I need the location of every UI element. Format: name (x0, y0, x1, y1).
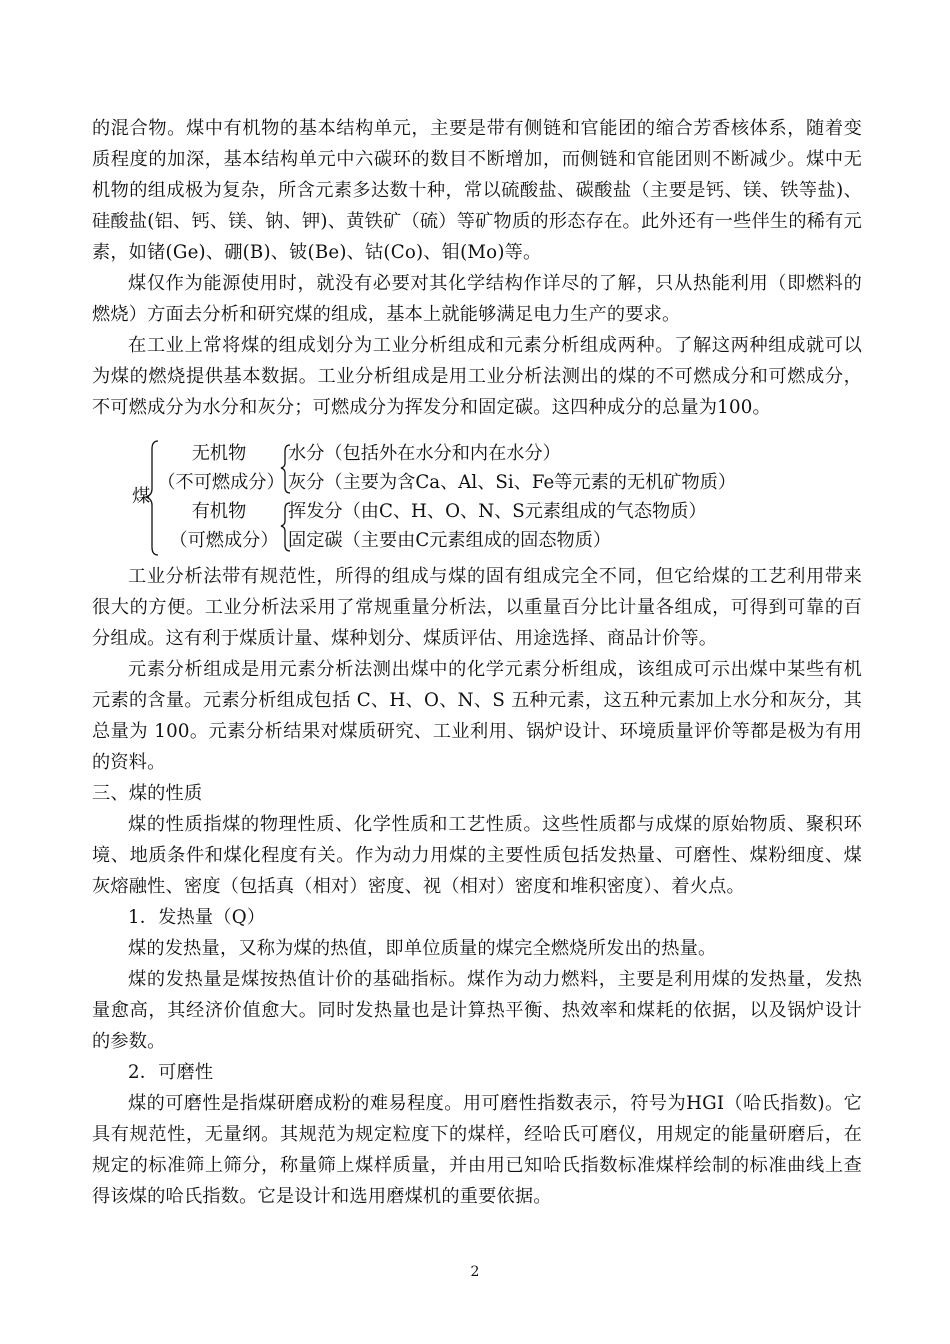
page-number: 2 (470, 1264, 480, 1280)
paragraph-coal-properties: 煤的性质指煤的物理性质、化学性质和工艺性质。这些性质都与成煤的原始物质、聚积环境、地质条件和煤化程度有关。作为动力用煤的主要性质包括发热量、可磨性、煤粉细度、煤灰熔融性、密度（包括真（相对）密度、视（相对）密度和堆积密度）、着火点。 (92, 814, 862, 897)
paragraph-analysis-types: 在工业上常将煤的组成划分为工业分析组成和元素分析组成两种。了解这两种组成就可以为煤的燃烧提供基本数据。工业分析组成是用工业分析法测出的煤的不可燃成分和可燃成分，不可燃成分为水分和灰分；可燃成分为挥发分和固定碳。这四种成分的总量为100。 (92, 335, 862, 418)
diagram-inorganic-sub-label: （不可燃成分） (157, 472, 285, 493)
coal-composition-diagram (92, 437, 862, 557)
paragraph-industrial-analysis: 工业分析法带有规范性，所得的组成与煤的固有组成完全不同，但它给煤的工艺利用带来很大的方便。工业分析法采用了常规重量分析法，以重量百分比计量各组成，可得到可靠的百分组成。这有利于煤质计量、煤种划分、煤质评估、用途选择、商品计价等。 (92, 566, 862, 649)
text-block-upper (92, 113, 862, 423)
paragraph-coal-composition: 的混合物。煤中有机物的基本结构单元，主要是带有侧链和官能团的缩合芳香核体系，随着变质程度的加深，基本结构单元中六碳环的数目不断增加，而侧链和官能团则不断减少。煤中无机物的组成极为复杂，所含元素多达数十种，常以硫酸盐、碳酸盐（主要是钙、镁、铁等盐)、硅酸盐(铝、钙、镁、钠、钾)、黄铁矿（硫）等矿物质的形态存在。此外还有一些伴生的稀有元素，如锗(Ge)、硼(B)、铍(Be)、钴(Co)、钼(Mo)等。 (92, 118, 862, 263)
diagram-item-ash: 灰分（主要为含Ca、Al、Si、Fe等元素的无机矿物质） (288, 472, 737, 493)
diagram-organic-sub-label: （可燃成分） (169, 530, 279, 551)
diagram-item-moisture: 水分（包括外在水分和内在水分） (288, 443, 561, 464)
diagram-organic-label: 有机物 (191, 501, 247, 522)
paragraph-energy-use: 煤仅作为能源使用时，就没有必要对其化学结构作详尽的了解，只从热能利用（即燃料的燃烧）方面去分析和研究煤的组成，基本上就能够满足电力生产的要求。 (92, 273, 862, 325)
paragraph-calorific-definition: 煤的发热量，又称为煤的热值，即单位质量的煤完全燃烧所发出的热量。 (128, 938, 717, 959)
diagram-inorganic-label: 无机物 (191, 443, 247, 464)
paragraph-calorific-importance: 煤的发热量是煤按热值计价的基础指标。煤作为动力燃料，主要是利用煤的发热量，发热量愈高，其经济价值愈大。同时发热量也是计算热平衡、热效率和煤耗的依据，以及锅炉设计的参数。 (92, 969, 862, 1052)
paragraph-grindability: 煤的可磨性是指煤研磨成粉的难易程度。用可磨性指数表示，符号为HGI（哈氏指数)。它具有规范性，无量纲。其规范为规定粒度下的煤样，经哈氏可磨仪，用规定的能量研磨后，在规定的标准筛上筛分，称量筛上煤样质量，并由用已知哈氏指数标准煤样绘制的标准曲线上查得该煤的哈氏指数。它是设计和选用磨煤机的重要依据。 (92, 1093, 862, 1207)
diagram-root-coal: 煤 (132, 486, 151, 507)
paragraph-elemental-analysis: 元素分析组成是用元素分析法测出煤中的化学元素分析组成，该组成可示出煤中某些有机元素的含量。元素分析组成包括 C、H、O、N、S 五种元素，这五种元素加上水分和灰分，其总量为 100。元素分析结果对煤质研究、工业利用、锅炉设计、环境质量评价等都是极为有用的资料。 (92, 659, 862, 773)
diagram-item-volatile: 挥发分（由C、H、O、N、S元素组成的气态物质） (288, 501, 707, 522)
text-block-lower (92, 561, 862, 1212)
diagram-item-fixed-carbon: 固定碳（主要由C元素组成的固态物质） (288, 530, 612, 551)
subheading-grindability: 2．可磨性 (128, 1062, 214, 1083)
section-heading-coal-properties: 三、煤的性质 (92, 783, 203, 804)
subheading-calorific-value: 1．发热量（Q） (128, 907, 266, 928)
